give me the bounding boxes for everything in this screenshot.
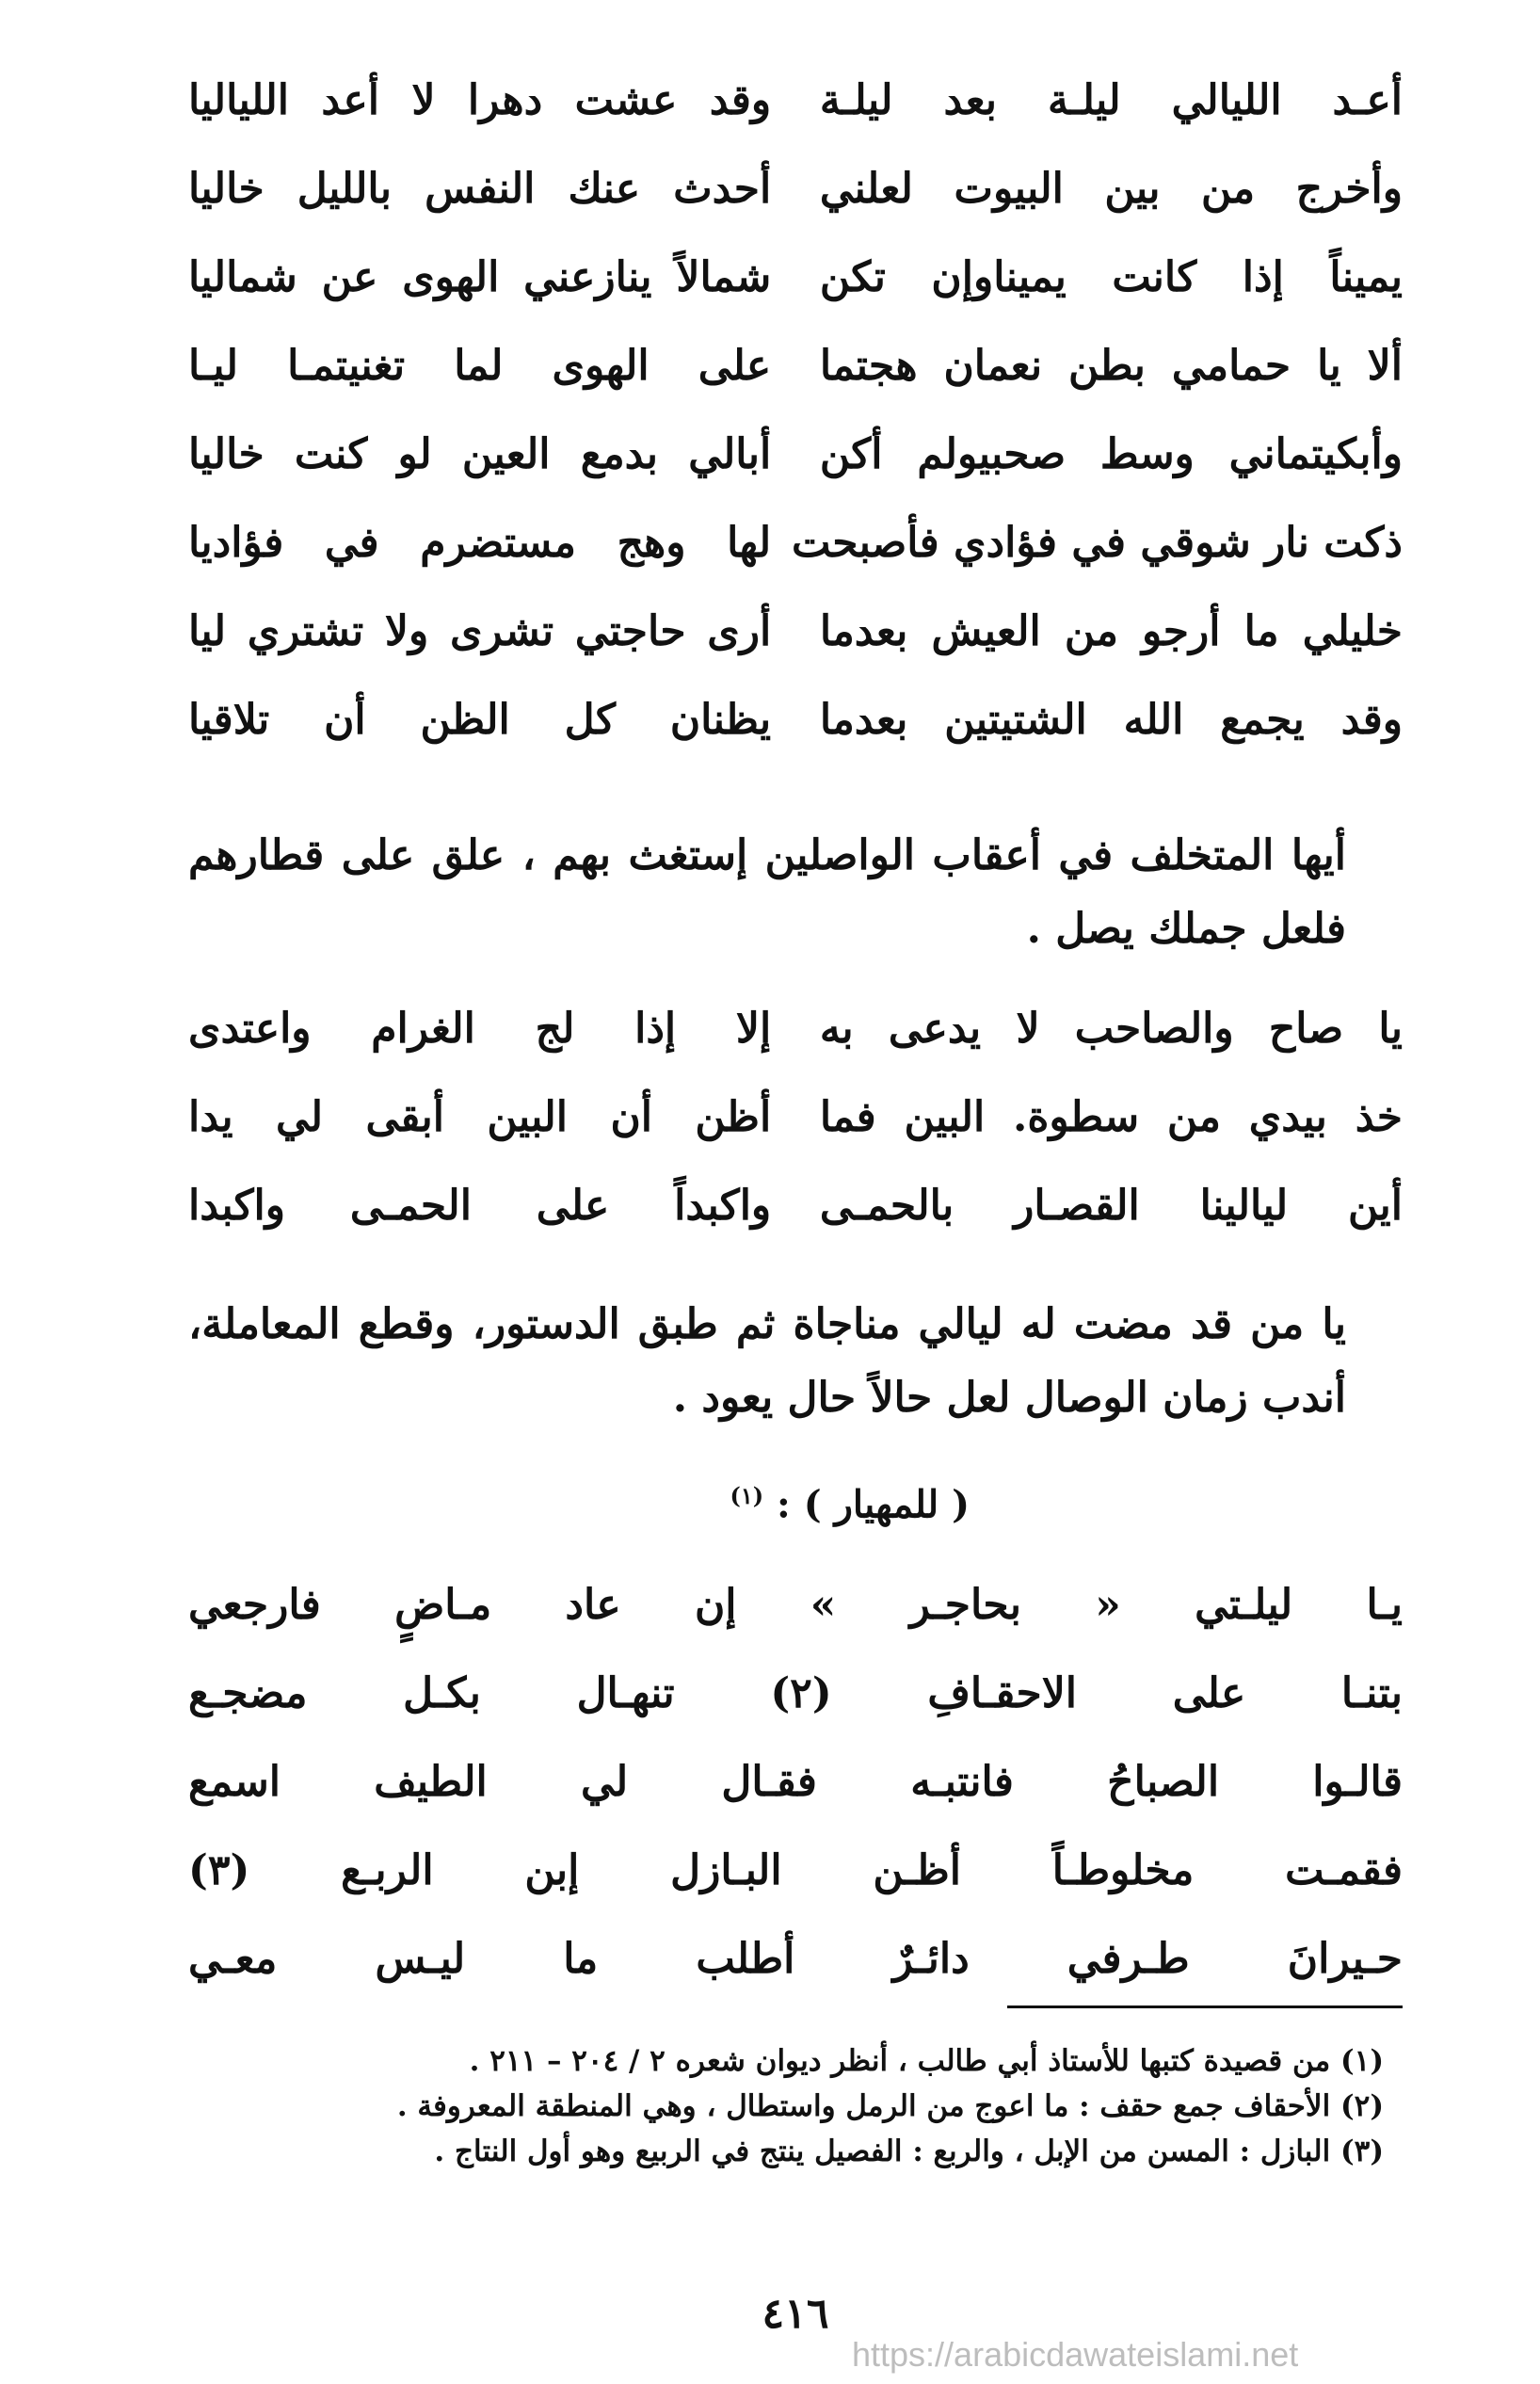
second-hemistich: أرى حاجتي تشرى ولا تشتري ليا bbox=[188, 606, 772, 655]
poem-block-3 bbox=[188, 1561, 1403, 2004]
second-hemistich: إلا إذا لج الغرام واعتدى bbox=[188, 1004, 772, 1053]
second-hemistich: أحدث عنك النفس بالليل خاليا bbox=[188, 164, 772, 213]
footnote-3: (٣) البازل : المسن من الإبل ، والربع : الفصيل ينتج في الربيع وهو أول النتاج . bbox=[434, 2134, 1384, 2168]
verse-line bbox=[188, 1827, 1403, 1915]
spacer bbox=[188, 1529, 1403, 1561]
verse-line bbox=[188, 1073, 1403, 1162]
verse-line bbox=[188, 411, 1403, 499]
verse-text: بتنـا على الاحقـافِ (٢) تنهـال بكـل مضجـع bbox=[188, 1668, 1403, 1717]
first-hemistich: ذكت نار شوقي في فؤادي فأصبحت bbox=[792, 518, 1403, 567]
spacer bbox=[188, 966, 1403, 985]
attribution-text: ( للمهيار ) : bbox=[777, 1482, 970, 1527]
first-hemistich: خذ بيدي من سطوة. البين فما bbox=[819, 1092, 1403, 1141]
verse-line bbox=[188, 1162, 1403, 1250]
footnotes bbox=[188, 2038, 1403, 2174]
poem-block-1 bbox=[188, 56, 1403, 765]
first-hemistich: وأبكيتماني وسط صحبيولم أكن bbox=[819, 429, 1403, 478]
verse-line bbox=[188, 588, 1403, 676]
second-hemistich: لها وهج مستضرم في فؤاديا bbox=[188, 518, 772, 567]
verse-line bbox=[188, 1561, 1403, 1650]
footnote-separator bbox=[1007, 2005, 1403, 2008]
first-hemistich: وقد يجمع الله الشتيتين بعدما bbox=[819, 695, 1403, 744]
prose-paragraph-1: أيها المتخلف في أعقاب الواصلين إستغث بهم ، علق على قطارهم فلعل جملك يصل . bbox=[188, 831, 1346, 953]
second-hemistich: واكبداً على الحمـى واكبدا bbox=[188, 1181, 772, 1230]
first-hemistich: خليلي ما أرجو من العيش بعدما bbox=[819, 606, 1403, 655]
first-hemistich: يا صاح والصاحب لا يدعى به bbox=[819, 1004, 1403, 1053]
second-hemistich: وقد عشت دهرا لا أعد اللياليا bbox=[188, 75, 772, 124]
footnote-ref: (١) bbox=[730, 1482, 764, 1509]
poem-block-2 bbox=[188, 985, 1403, 1250]
verse-text: قالـوا الصباحُ فانتبـه فقـال لي الطيف اسمع bbox=[188, 1757, 1403, 1806]
first-hemistich: أعـد الليالي ليلـة بعد ليلـة bbox=[819, 75, 1403, 124]
verse-line bbox=[188, 56, 1403, 145]
verse-text: يـا ليلـتي « بحاجـر » إن عاد مـاضٍ فارجعي bbox=[188, 1580, 1403, 1629]
verse-line bbox=[188, 676, 1403, 765]
verse-text: حـيرانَ طـرفي دائـرٌ أطلب ما ليـس معـي bbox=[188, 1934, 1403, 1983]
first-hemistich: ألا يا حمامي بطن نعمان هجتما bbox=[819, 341, 1403, 390]
second-hemistich: أبالي بدمع العين لو كنت خاليا bbox=[188, 429, 772, 478]
footnote-1: (١) من قصيدة كتبها للأستاذ أبي طالب ، أنظر ديوان شعره ٢ / ٢٠٤ – ٢١١ . bbox=[469, 2044, 1384, 2078]
prose-paragraph-2: يا من قد مضت له ليالي مناجاة ثم طبق الدستور، وقطع المعاملة، أندب زمان الوصال لعل حالاً حال يعود . bbox=[188, 1300, 1346, 1422]
verse-line bbox=[188, 499, 1403, 588]
verse-text: فقمـت مخلوطـاً أظـن البـازل إبن الربـع (٣) bbox=[188, 1845, 1403, 1894]
footnote-2: (٢) الأحقاف جمع حقف : ما اعوج من الرمل واستطال ، وهي المنطقة المعروفة . bbox=[396, 2089, 1384, 2123]
second-hemistich: يظنان كل الظن أن تلاقيا bbox=[188, 695, 772, 744]
first-hemistich: أين ليالينا القصـار بالحمـى bbox=[819, 1181, 1403, 1230]
verse-line bbox=[188, 234, 1403, 322]
verse-line bbox=[188, 985, 1403, 1073]
book-page bbox=[188, 56, 1403, 2354]
first-hemistich: وأخرج من بين البيوت لعلني bbox=[819, 164, 1403, 213]
first-hemistich: يميناً إذا كانت يميناوإن تكن bbox=[819, 252, 1403, 301]
watermark-url: https://arabicdawateislami.net bbox=[852, 2335, 1299, 2374]
page-number: ٤١٦ bbox=[762, 2290, 829, 2338]
verse-line bbox=[188, 1915, 1403, 2004]
verse-line bbox=[188, 322, 1403, 411]
verse-line bbox=[188, 145, 1403, 234]
second-hemistich: أظن أن البين أبقى لي يدا bbox=[188, 1092, 772, 1141]
attribution-label bbox=[188, 1463, 970, 1529]
verse-line bbox=[188, 1650, 1403, 1738]
verse-line bbox=[188, 1738, 1403, 1827]
second-hemistich: شمالاً ينازعني الهوى عن شماليا bbox=[188, 252, 772, 301]
second-hemistich: على الهوى لما تغنيتمـا ليـا bbox=[188, 341, 772, 390]
